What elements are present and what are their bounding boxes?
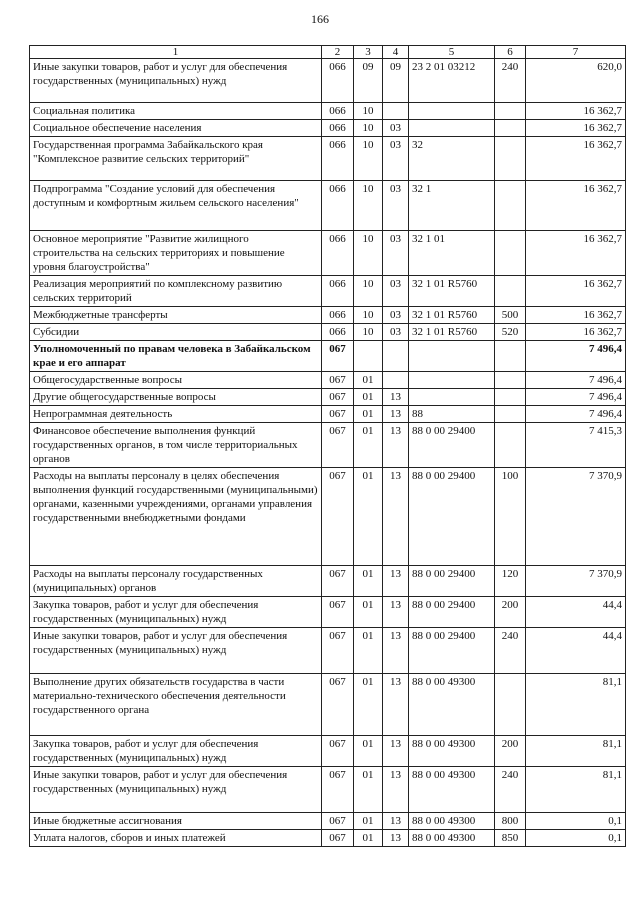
row-subsection-code: 13 (383, 830, 409, 847)
row-name: Расходы на выплаты персоналу государственных (муниципальных) органов (30, 566, 322, 597)
row-subsection-code (383, 341, 409, 372)
row-amount: 7 496,4 (526, 341, 626, 372)
row-name: Реализация мероприятий по комплексному развитию сельских территорий (30, 276, 322, 307)
row-amount: 81,1 (526, 767, 626, 813)
row-expense-type (495, 276, 526, 307)
row-subsection-code: 13 (383, 566, 409, 597)
table-row (30, 324, 626, 341)
row-subsection-code: 03 (383, 181, 409, 231)
row-ved-code: 067 (322, 423, 354, 468)
row-target-article (409, 103, 495, 120)
row-section-code: 10 (354, 103, 383, 120)
row-expense-type (495, 423, 526, 468)
row-expense-type: 200 (495, 597, 526, 628)
table-row (30, 830, 626, 847)
row-section-code: 10 (354, 231, 383, 276)
row-amount: 16 362,7 (526, 103, 626, 120)
column-header: 1 (30, 46, 322, 59)
row-subsection-code (383, 372, 409, 389)
row-subsection-code: 13 (383, 736, 409, 767)
column-header: 3 (354, 46, 383, 59)
table-row (30, 231, 626, 276)
row-ved-code: 067 (322, 597, 354, 628)
row-ved-code: 067 (322, 628, 354, 674)
row-amount: 44,4 (526, 597, 626, 628)
row-section-code: 10 (354, 120, 383, 137)
row-section-code: 01 (354, 597, 383, 628)
row-section-code: 01 (354, 830, 383, 847)
row-target-article (409, 120, 495, 137)
row-target-article: 88 0 00 29400 (409, 468, 495, 566)
row-target-article: 88 0 00 49300 (409, 830, 495, 847)
row-expense-type (495, 103, 526, 120)
row-section-code: 01 (354, 566, 383, 597)
row-expense-type: 100 (495, 468, 526, 566)
row-ved-code: 067 (322, 566, 354, 597)
table-row (30, 307, 626, 324)
row-name: Государственная программа Забайкальского края "Комплексное развитие сельских территорий" (30, 137, 322, 181)
row-section-code: 10 (354, 324, 383, 341)
row-expense-type (495, 341, 526, 372)
row-name: Общегосударственные вопросы (30, 372, 322, 389)
row-amount: 16 362,7 (526, 276, 626, 307)
row-expense-type: 800 (495, 813, 526, 830)
row-name: Закупка товаров, работ и услуг для обеспечения государственных (муниципальных) нужд (30, 597, 322, 628)
row-ved-code: 066 (322, 324, 354, 341)
row-subsection-code: 13 (383, 468, 409, 566)
table-row (30, 389, 626, 406)
row-target-article: 88 (409, 406, 495, 423)
row-expense-type (495, 231, 526, 276)
table-row (30, 406, 626, 423)
column-header: 2 (322, 46, 354, 59)
row-name: Иные закупки товаров, работ и услуг для обеспечения государственных (муниципальных) нужд (30, 628, 322, 674)
column-header: 6 (495, 46, 526, 59)
row-target-article: 32 1 01 R5760 (409, 276, 495, 307)
table-row (30, 276, 626, 307)
row-target-article: 32 1 01 R5760 (409, 307, 495, 324)
row-ved-code: 067 (322, 372, 354, 389)
row-name: Субсидии (30, 324, 322, 341)
table-row (30, 120, 626, 137)
table-row (30, 767, 626, 813)
row-name: Иные бюджетные ассигнования (30, 813, 322, 830)
row-name: Иные закупки товаров, работ и услуг для обеспечения государственных (муниципальных) нужд (30, 767, 322, 813)
row-amount: 7 496,4 (526, 372, 626, 389)
row-ved-code: 066 (322, 307, 354, 324)
row-ved-code: 067 (322, 813, 354, 830)
row-amount: 7 415,3 (526, 423, 626, 468)
row-section-code: 09 (354, 59, 383, 103)
row-section-code (354, 341, 383, 372)
row-target-article: 88 0 00 29400 (409, 423, 495, 468)
row-subsection-code: 13 (383, 674, 409, 736)
row-section-code: 01 (354, 423, 383, 468)
row-subsection-code: 09 (383, 59, 409, 103)
row-ved-code: 066 (322, 120, 354, 137)
row-ved-code: 066 (322, 137, 354, 181)
row-amount: 16 362,7 (526, 181, 626, 231)
row-amount: 16 362,7 (526, 324, 626, 341)
row-name: Уплата налогов, сборов и иных платежей (30, 830, 322, 847)
row-expense-type: 240 (495, 767, 526, 813)
row-amount: 81,1 (526, 674, 626, 736)
row-expense-type (495, 674, 526, 736)
row-section-code: 01 (354, 389, 383, 406)
table-row (30, 566, 626, 597)
table-row (30, 103, 626, 120)
row-amount: 16 362,7 (526, 231, 626, 276)
row-subsection-code: 13 (383, 423, 409, 468)
row-subsection-code (383, 103, 409, 120)
row-subsection-code: 13 (383, 628, 409, 674)
row-target-article: 88 0 00 49300 (409, 674, 495, 736)
row-target-article: 88 0 00 49300 (409, 736, 495, 767)
row-target-article: 88 0 00 49300 (409, 813, 495, 830)
row-ved-code: 067 (322, 736, 354, 767)
row-target-article: 88 0 00 29400 (409, 597, 495, 628)
row-ved-code: 066 (322, 181, 354, 231)
row-target-article: 32 1 01 (409, 231, 495, 276)
row-section-code: 01 (354, 406, 383, 423)
row-name: Межбюджетные трансферты (30, 307, 322, 324)
row-ved-code: 066 (322, 103, 354, 120)
row-amount: 0,1 (526, 813, 626, 830)
row-expense-type (495, 406, 526, 423)
table-row (30, 341, 626, 372)
row-subsection-code: 13 (383, 389, 409, 406)
row-amount: 7 496,4 (526, 406, 626, 423)
row-subsection-code: 03 (383, 231, 409, 276)
row-target-article: 32 1 (409, 181, 495, 231)
row-target-article (409, 372, 495, 389)
row-subsection-code: 03 (383, 324, 409, 341)
table-row (30, 813, 626, 830)
row-ved-code: 067 (322, 830, 354, 847)
row-ved-code: 067 (322, 468, 354, 566)
row-expense-type (495, 389, 526, 406)
row-target-article: 32 1 01 R5760 (409, 324, 495, 341)
row-target-article: 32 (409, 137, 495, 181)
table-row (30, 597, 626, 628)
row-name: Основное мероприятие "Развитие жилищного строительства на сельских территориях и повышение уровня благоустройства" (30, 231, 322, 276)
row-amount: 16 362,7 (526, 307, 626, 324)
row-target-article (409, 389, 495, 406)
table-row (30, 181, 626, 231)
row-expense-type: 520 (495, 324, 526, 341)
row-expense-type: 500 (495, 307, 526, 324)
table-row (30, 372, 626, 389)
row-subsection-code: 13 (383, 406, 409, 423)
row-subsection-code: 03 (383, 307, 409, 324)
table-row (30, 628, 626, 674)
row-target-article (409, 341, 495, 372)
header-row (30, 46, 626, 59)
row-amount: 620,0 (526, 59, 626, 103)
table-row (30, 674, 626, 736)
row-expense-type: 240 (495, 628, 526, 674)
row-subsection-code: 03 (383, 276, 409, 307)
table-row (30, 59, 626, 103)
row-section-code: 01 (354, 628, 383, 674)
table-row (30, 468, 626, 566)
row-name: Выполнение других обязательств государства в части материально-технического обеспечения деятельности государственного органа (30, 674, 322, 736)
row-subsection-code: 03 (383, 137, 409, 181)
row-name: Закупка товаров, работ и услуг для обеспечения государственных (муниципальных) нужд (30, 736, 322, 767)
row-section-code: 10 (354, 307, 383, 324)
row-expense-type: 850 (495, 830, 526, 847)
row-subsection-code: 03 (383, 120, 409, 137)
row-amount: 0,1 (526, 830, 626, 847)
row-name: Финансовое обеспечение выполнения функций государственных органов, в том числе территориальных органов (30, 423, 322, 468)
column-header: 4 (383, 46, 409, 59)
row-name: Социальное обеспечение населения (30, 120, 322, 137)
row-name: Другие общегосударственные вопросы (30, 389, 322, 406)
row-expense-type (495, 372, 526, 389)
row-amount: 7 370,9 (526, 468, 626, 566)
table-row (30, 423, 626, 468)
row-name: Подпрограмма "Создание условий для обеспечения доступным и комфортным жильем сельского населения" (30, 181, 322, 231)
row-section-code: 10 (354, 181, 383, 231)
row-name: Уполномоченный по правам человека в Забайкальском крае и его аппарат (30, 341, 322, 372)
row-target-article: 88 0 00 29400 (409, 628, 495, 674)
row-ved-code: 067 (322, 406, 354, 423)
row-target-article: 88 0 00 29400 (409, 566, 495, 597)
row-section-code: 01 (354, 736, 383, 767)
row-ved-code: 067 (322, 767, 354, 813)
row-expense-type (495, 137, 526, 181)
row-subsection-code: 13 (383, 597, 409, 628)
row-expense-type: 240 (495, 59, 526, 103)
row-expense-type (495, 181, 526, 231)
row-ved-code: 066 (322, 231, 354, 276)
row-name: Социальная политика (30, 103, 322, 120)
row-section-code: 01 (354, 372, 383, 389)
row-section-code: 10 (354, 276, 383, 307)
row-section-code: 10 (354, 137, 383, 181)
row-section-code: 01 (354, 767, 383, 813)
row-amount: 44,4 (526, 628, 626, 674)
row-ved-code: 066 (322, 276, 354, 307)
row-name: Непрограммная деятельность (30, 406, 322, 423)
row-subsection-code: 13 (383, 813, 409, 830)
row-ved-code: 066 (322, 59, 354, 103)
row-subsection-code: 13 (383, 767, 409, 813)
row-expense-type: 120 (495, 566, 526, 597)
row-ved-code: 067 (322, 389, 354, 406)
page-number: 166 (311, 12, 329, 26)
row-target-article: 23 2 01 03212 (409, 59, 495, 103)
table-row (30, 137, 626, 181)
row-amount: 7 496,4 (526, 389, 626, 406)
budget-table (29, 45, 626, 847)
row-ved-code: 067 (322, 341, 354, 372)
row-expense-type (495, 120, 526, 137)
row-section-code: 01 (354, 468, 383, 566)
row-name: Иные закупки товаров, работ и услуг для обеспечения государственных (муниципальных) нужд (30, 59, 322, 103)
column-header: 7 (526, 46, 626, 59)
row-ved-code: 067 (322, 674, 354, 736)
row-expense-type: 200 (495, 736, 526, 767)
row-amount: 16 362,7 (526, 120, 626, 137)
table-row (30, 736, 626, 767)
row-section-code: 01 (354, 674, 383, 736)
row-amount: 81,1 (526, 736, 626, 767)
column-header: 5 (409, 46, 495, 59)
row-name: Расходы на выплаты персоналу в целях обеспечения выполнения функций государственными (муниципальными) органами, казенными учреждениями, органами управления государственными внебюджетными фондами (30, 468, 322, 566)
row-target-article: 88 0 00 49300 (409, 767, 495, 813)
row-section-code: 01 (354, 813, 383, 830)
row-amount: 16 362,7 (526, 137, 626, 181)
row-amount: 7 370,9 (526, 566, 626, 597)
